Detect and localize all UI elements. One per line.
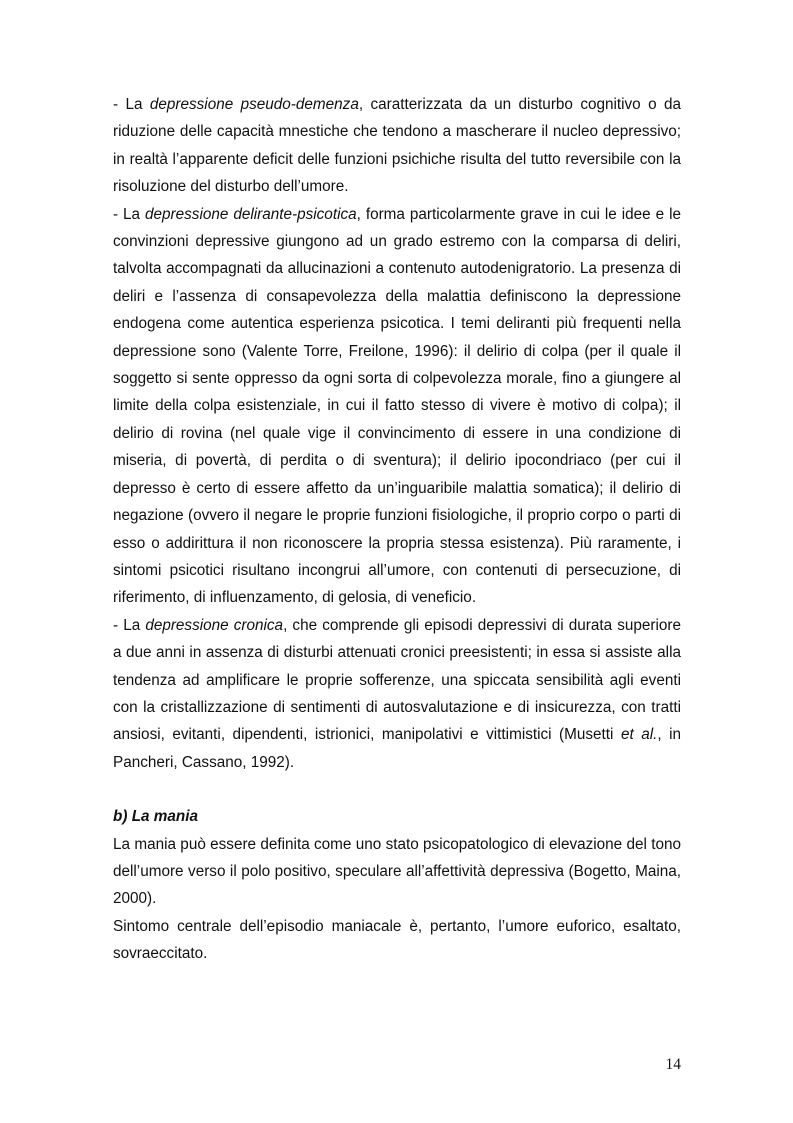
- list-item-text-end: , in Pancheri, Cassano, 1992).: [113, 726, 682, 771]
- page-number: 14: [665, 1056, 681, 1073]
- section-paragraph-2: Sintomo centrale dell’episodio maniacale è, pertanto, l’umore euforico, esaltato, sovraeccitato.: [113, 917, 681, 963]
- list-item-term: depressione delirante-psicotica: [145, 205, 357, 223]
- list-item-cronica: [113, 612, 681, 776]
- list-item-prefix: - La: [113, 616, 146, 634]
- citation-et-al: et al.: [620, 726, 658, 744]
- list-item-text: , caratterizzata da un disturbo cognitivo o da riduzione delle capacità mnestiche che tendono a mascherare il nucleo depressivo; in realtà l’apparente deficit delle funzioni psichiche risulta del tutto reversibile con la risoluzione del disturbo dell’umore.: [113, 96, 681, 196]
- list-item-prefix: - La: [113, 96, 150, 113]
- list-item-pseudo-demenza: [113, 91, 681, 201]
- list-item-term: depressione pseudo-demenza: [149, 96, 359, 113]
- list-item-term: depressione cronica: [145, 616, 284, 634]
- list-item-text: , che comprende gli episodi depressivi di durata superiore a due anni in assenza di disturbi attenuati cronici preesistenti; in essa si assiste alla tendenza ad amplificare le proprie sofferenze, una spiccata sensibilità agli eventi con la cristallizzazione di sentimenti di autosvalutazione e di insicurezza, con tratti ansiosi, evitanti, dipendenti, istrionici, manipolativi e vittimistici (Musetti: [113, 616, 682, 744]
- list-item-prefix: - La: [113, 205, 146, 223]
- list-item-delirante-psicotica: [113, 201, 681, 612]
- section-heading: b) La mania: [113, 808, 198, 826]
- document-page: [113, 91, 681, 968]
- section-paragraph-1: La mania può essere definita come uno stato psicopatologico di elevazione del tono dell’umore verso il polo positivo, speculare all’affettività depressiva (Bogetto, Maina, 2000).: [113, 835, 681, 908]
- list-item-text: , forma particolarmente grave in cui le idee e le convinzioni depressive giungono ad un grado estremo con la comparsa di deliri, talvolta accompagnati da allucinazioni a contenuto autodenigratorio. La presenza di deliri e l’assenza di consapevolezza della malattia definiscono la depressione endogena come autentica esperienza psicotica. I temi deliranti più frequenti nella depressione sono (Valente Torre, Freilone, 1996): il delirio di colpa (per il quale il soggetto si sente oppresso da ogni sorta di colpevolezza morale, fino a giungere al limite della colpa esistenziale, in cui il fatto stesso di vivere è motivo di colpa); il delirio di rovina (nel quale vige il convincimento di essere in una condizione di miseria, di povertà, di perdita o di sventura); il delirio ipocondriaco (per cui il depresso è certo di essere affetto da un’inguaribile malattia somatica); il delirio di negazione (ovvero il negare le proprie funzioni fisiologiche, il proprio corpo o parti di esso o addirittura il non riconoscere la propria stessa esistenza). Più raramente, i sintomi psicotici risultano incongrui all’umore, con contenuti di persecuzione, di riferimento, di influenzamento, di gelosia, di veneficio.: [113, 205, 681, 607]
